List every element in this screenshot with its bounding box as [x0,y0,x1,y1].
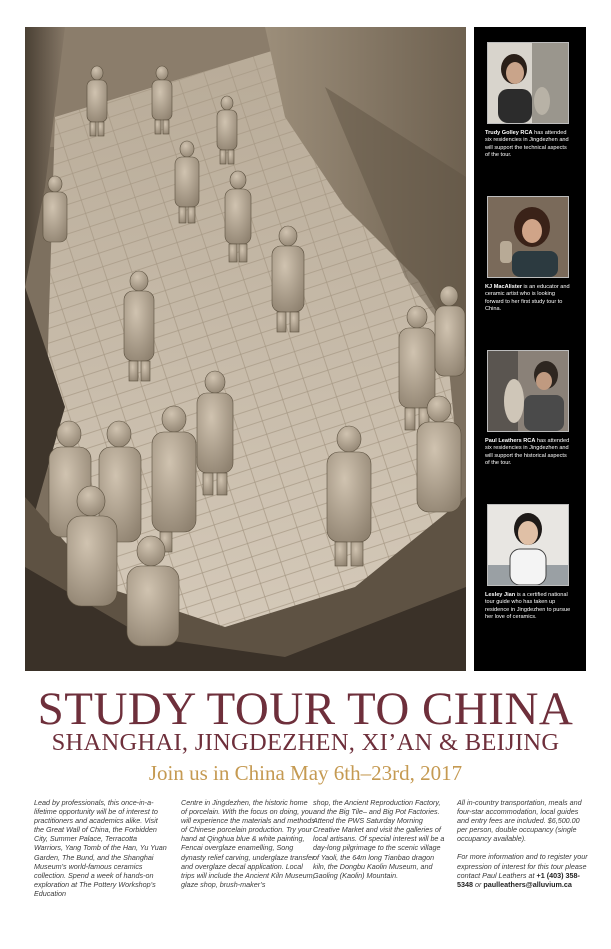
bio-kj-macalister [485,196,571,314]
contact-phone[interactable]: +1 (403) 358-5348 [457,870,580,889]
page-subtitle: SHANGHAI, JINGDEZHEN, XI’AN & BEIJING [51,729,560,756]
portrait-photo [487,196,569,278]
bio-lesley-jian [485,504,571,622]
portrait-photo [487,504,569,586]
bio-trudy-golley [485,42,571,160]
hero-photo [25,27,466,671]
bio-name: KJ MacAlister [485,284,522,290]
bio-name: Paul Leathers RCA [485,438,536,444]
bio-text: has attended six residencies in Jingdezhen and will support the historical aspects of the tour. [485,438,570,467]
body-paragraph: Centre in Jingdezhen, the historic home of porcelain. With the focus on doing, you will experience the materials and methods of Chinese porcelain production. Try your hand at Qinghua blue & white painting, Fencai overglaze enamelling, Song dynasty relief carving, underglaze transfer and overglaze decal application. Local trips will include the Ancient Kiln Museum, glaze shop, brush-maker’s [181,798,315,889]
bio-text: is an educator and ceramic artist who is looking forward to her first study tour to China. [485,284,570,313]
contact-paragraph [457,852,592,888]
body-column-3 [313,798,447,889]
page-title: STUDY TOUR TO CHINA [37,683,574,735]
contact-email[interactable]: paulleathers@alluvium.ca [483,879,572,889]
portrait-photo [487,350,569,432]
body-column-1 [34,798,168,907]
body-paragraph: shop, the Ancient Reproduction Factory, and the Big Tile– and Big Pot Factories. Attend the PWS Saturday Morning Creative Market and visit the galleries of local artisans. Of special interest will be a day-long pilgrimage to the scenic village of Yaoli, the 64m long Tianbao dragon kiln, the Dongbu Kaolin Museum, and Gaoling (Kaolin) Mountain. [313,798,445,880]
team-sidebar [474,27,586,671]
bio-name: Trudy Golley RCA [485,130,533,136]
bio-paul-leathers [485,350,571,468]
contact-text: For more information and to register your expression of interest for this tour please contact Paul Leathers at [457,852,588,880]
body-paragraph: All in-country transportation, meals and four-star accommodation, local guides and entry fees are included. $6,500.00 per person, double occupancy (single occupancy available). [457,798,582,844]
body-column-4 [457,798,592,898]
tour-dates-tagline: Join us in China May 6th–23rd, 2017 [148,761,463,785]
body-column-2 [181,798,315,898]
bio-name: Lesley Jian [485,592,516,598]
terracotta-warriors-illustration [25,27,466,671]
portrait-photo [487,42,569,124]
contact-or: or [473,879,482,889]
bio-text: is a certified national tour guide who has taken up residence in Jingdezhen to pursue her love of ceramics. [485,592,571,621]
body-paragraph: Lead by professionals, this once-in-a-lifetime opportunity will be of interest to practitioners and academics alike. Visit the Great Wall of China, the Forbidden City, Summer Palace, Terracotta Warriors, Yang Tomb of the Han, Yu Yuan Garden, The Bund, and the Shanghai Museum’s world-famous ceramics collection. Spend a week of hands-on exploration at The Pottery Workshop’s Education [34,798,167,898]
bio-text: has attended six residencies in Jingdezhen and will support the technical aspects of the tour. [485,130,569,159]
